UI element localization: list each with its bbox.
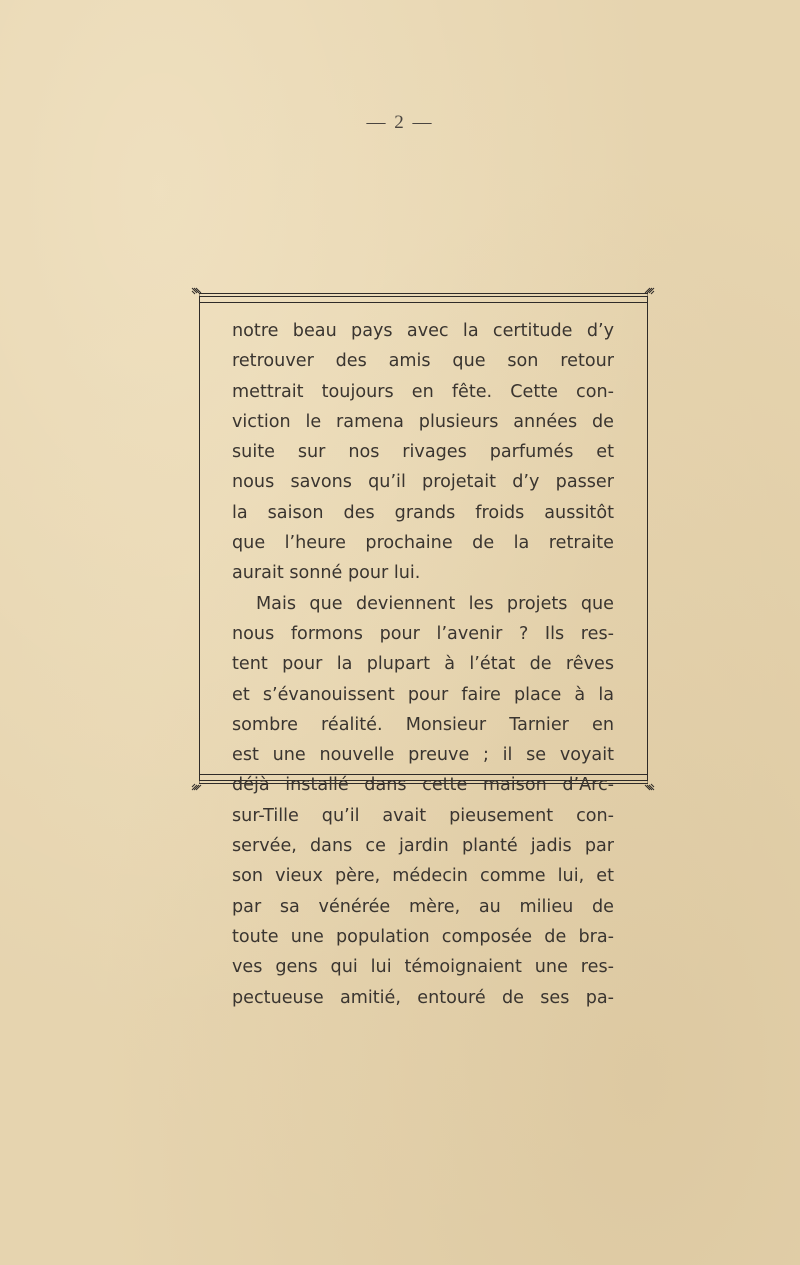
- text-line: mettrait toujours en fête. Cette con-: [232, 381, 614, 402]
- text-line: ves gens qui lui témoignaient une res-: [232, 957, 614, 978]
- text-line: et s’évanouissent pour faire place à la: [232, 684, 614, 705]
- text-line: par sa vénérée mère, au milieu de: [232, 896, 614, 917]
- text-line: toute une population composée de bra-: [232, 926, 614, 947]
- text-line: sombre réalité. Monsieur Tarnier en: [232, 714, 614, 735]
- text-line: tent pour la plupart à l’état de rêves: [232, 654, 614, 675]
- body-text: [232, 316, 614, 1013]
- text-line: la saison des grands froids aussitôt: [232, 502, 614, 523]
- text-line: retrouver des amis que son retour: [232, 351, 614, 372]
- text-line: nous formons pour l’avenir ? Ils res-: [232, 623, 614, 644]
- text-line: Mais que deviennent les projets que: [256, 593, 614, 614]
- text-line: suite sur nos rivages parfumés et: [232, 442, 614, 463]
- text-line: son vieux père, médecin comme lui, et: [232, 866, 614, 887]
- text-line: pectueuse amitié, entouré de ses pa-: [232, 987, 614, 1008]
- frame-rule-top: [200, 302, 647, 303]
- text-line: sur-Tille qu’il avait pieusement con-: [232, 805, 614, 826]
- text-line: notre beau pays avec la certitude d’y: [232, 321, 614, 341]
- text-line: viction le ramena plusieurs années de: [232, 411, 614, 432]
- text-line: déjà installé dans cette maison d’Arc-: [232, 775, 614, 796]
- page-number: — 2 —: [366, 112, 434, 133]
- text-line: nous savons qu’il projetait d’y passer: [232, 472, 614, 493]
- text-line: que l’heure prochaine de la retraite: [232, 533, 614, 554]
- text-line: aurait sonné pour lui.: [232, 563, 421, 584]
- text-line: servée, dans ce jardin planté jadis par: [232, 836, 614, 857]
- text-line: est une nouvelle preuve ; il se voyait: [232, 745, 614, 766]
